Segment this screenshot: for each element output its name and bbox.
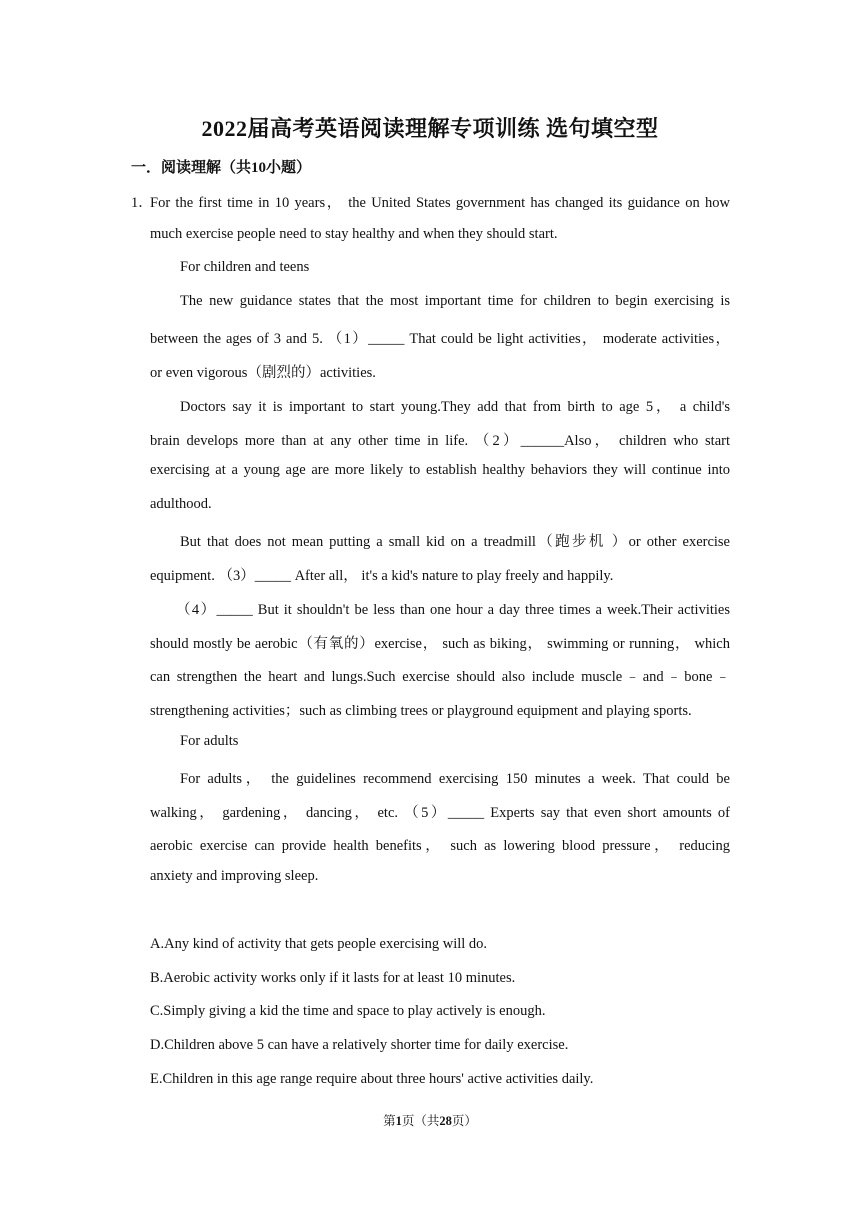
passage-line: exercising at a young age are more likely to establish healthy behaviors they will continue into	[150, 462, 730, 478]
passage-line: brain develops more than at any other time in life. （2）______Also， children who start	[150, 433, 730, 449]
page-title: 2022届高考英语阅读理解专项训练 选句填空型	[201, 116, 659, 141]
footer-page-number: 1	[395, 1114, 402, 1128]
footer-middle: 页（共	[401, 1114, 440, 1128]
passage-line: anxiety and improving sleep.	[150, 868, 319, 884]
passage-subheading: For children and teens	[180, 259, 310, 275]
section-heading: 一．阅读理解（共10小题）	[131, 160, 312, 176]
passage-line: walking， gardening， dancing， etc. （5）_____ Experts say that even short amounts of	[150, 805, 730, 821]
footer-prefix: 第	[383, 1114, 396, 1128]
option-e: E.Children in this age range require about three hours' active activities daily.	[150, 1071, 594, 1087]
option-c: C.Simply giving a kid the time and space to play actively is enough.	[150, 1003, 546, 1019]
option-a: A.Any kind of activity that gets people exercising will do.	[150, 936, 488, 952]
option-b: B.Aerobic activity works only if it lasts for at least 10 minutes.	[150, 970, 516, 986]
passage-line: strengthening activities；such as climbing trees or playground equipment and playing sports.	[150, 703, 692, 719]
passage-line: should mostly be aerobic（有氧的）exercise， such as biking， swimming or running， which	[150, 636, 730, 652]
footer-total-pages: 28	[439, 1114, 452, 1128]
passage-line: For the first time in 10 years， the United States government has changed its guidance on how	[150, 195, 730, 211]
question-number: 1．	[131, 195, 153, 211]
passage-line: equipment. （3）_____ After all， it's a kid's nature to play freely and happily.	[150, 568, 614, 584]
footer-suffix: 页）	[451, 1114, 477, 1128]
passage-line: aerobic exercise can provide health benefits， such as lowering blood pressure， reducing	[150, 838, 730, 854]
passage-subheading: For adults	[180, 733, 239, 749]
passage-line: much exercise people need to stay healthy and when they should start.	[150, 226, 558, 242]
passage-line: But that does not mean putting a small kid on a treadmill（跑步机 ）or other exercise	[180, 534, 730, 550]
passage-line: between the ages of 3 and 5. （1）_____ That could be light activities， moderate activities，	[150, 331, 730, 347]
passage-line: Doctors say it is important to start young.They add that from birth to age 5， a child's	[180, 399, 730, 415]
passage-line: or even vigorous（剧烈的）activities.	[150, 365, 376, 381]
passage-line: （4）_____ But it shouldn't be less than one hour a day three times a week.Their activities	[176, 602, 730, 618]
passage-line: can strengthen the heart and lungs.Such exercise should also include muscle﹣and﹣bone﹣	[150, 669, 730, 685]
page-footer	[0, 1111, 860, 1129]
option-d: D.Children above 5 can have a relatively shorter time for daily exercise.	[150, 1037, 569, 1053]
passage-line: For adults， the guidelines recommend exercising 150 minutes a week. That could be	[180, 771, 730, 787]
passage-line: adulthood.	[150, 496, 212, 512]
passage-line: The new guidance states that the most important time for children to begin exercising is	[180, 293, 730, 309]
